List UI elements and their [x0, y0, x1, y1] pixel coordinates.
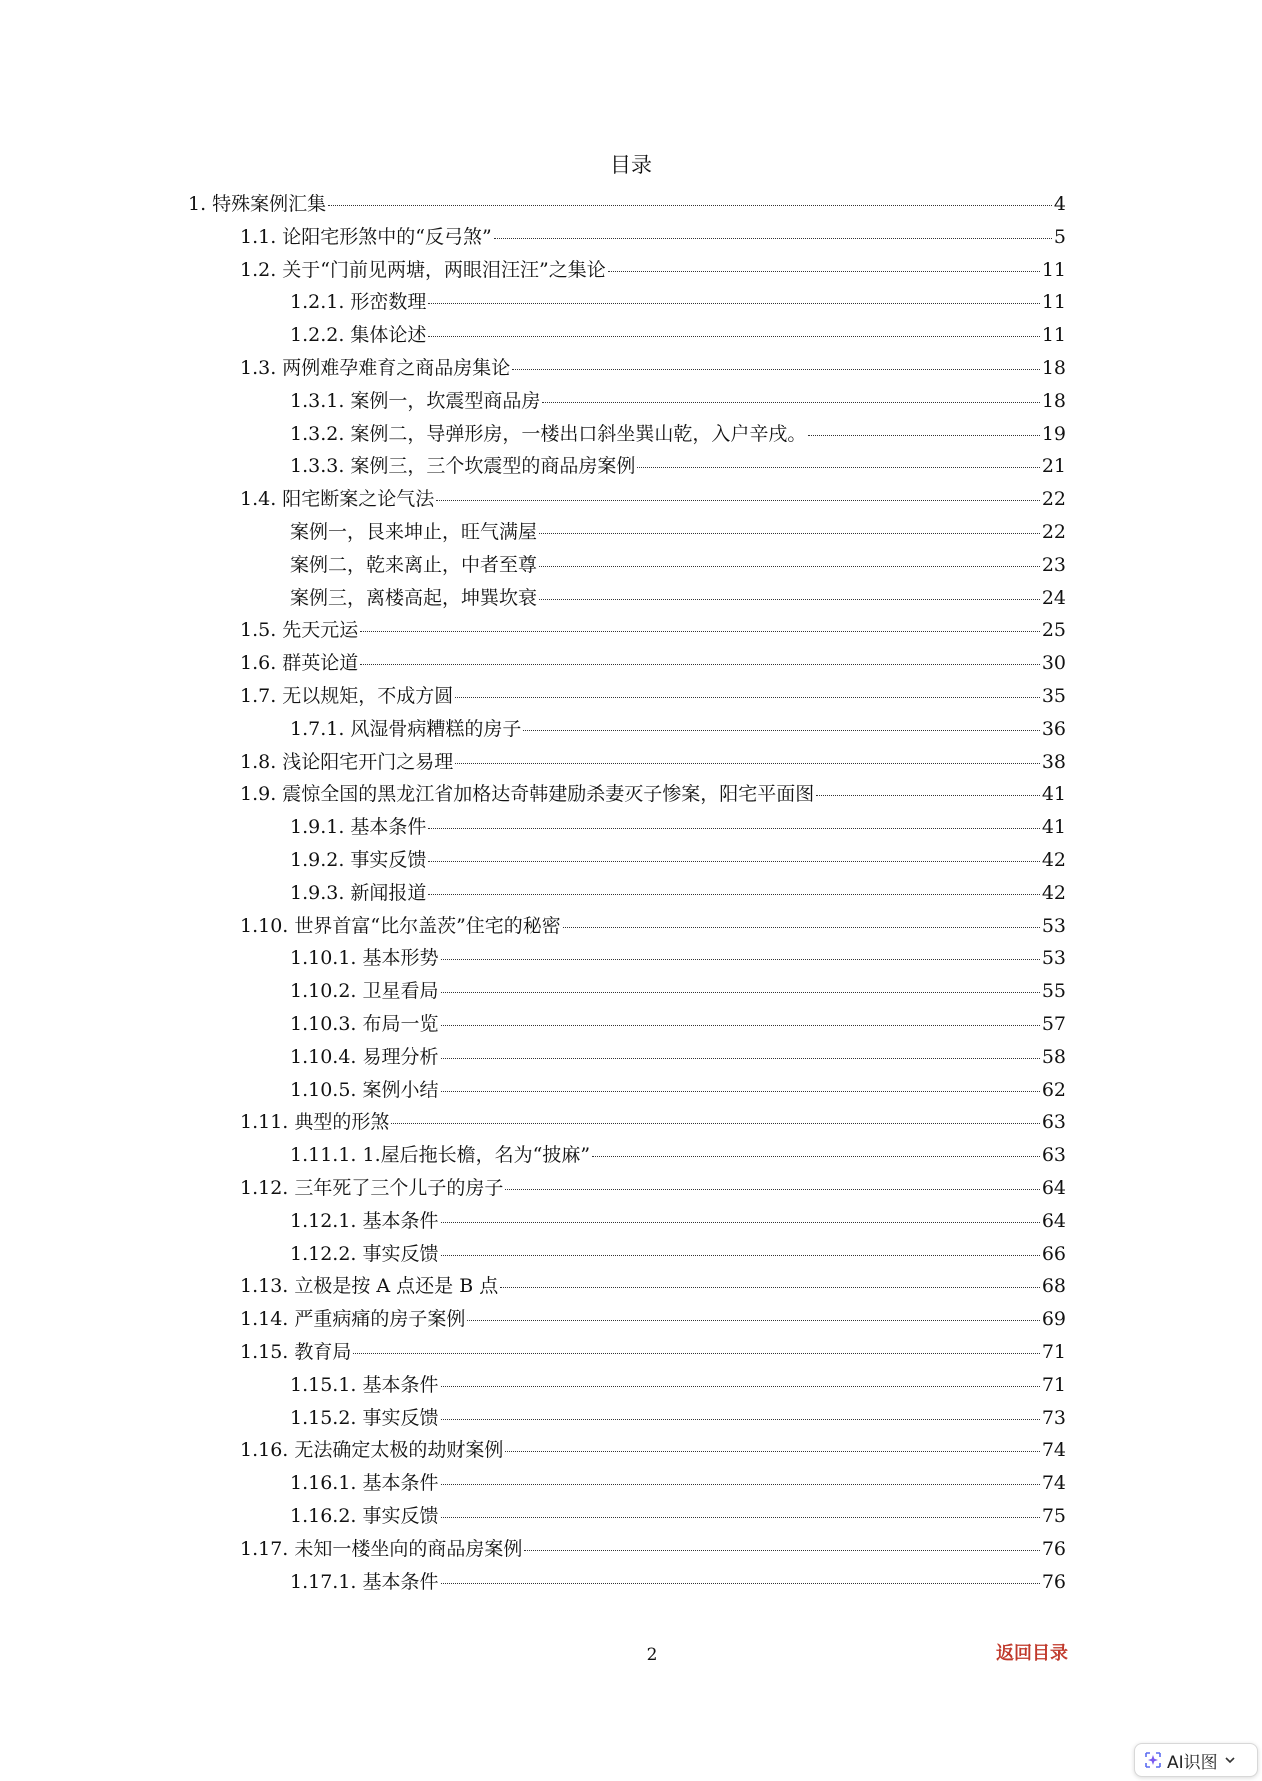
toc-dot-leader: [524, 1550, 1039, 1551]
toc-entry-page: 24: [1041, 586, 1066, 609]
toc-entry-page: 64: [1041, 1177, 1066, 1199]
toc-entry-page: 25: [1041, 619, 1066, 642]
toc-entry-label: 1.2. 关于“门前见两塘，两眼泪汪汪”之集论: [240, 258, 606, 281]
toc-entry[interactable]: [290, 1566, 1066, 1599]
toc-dot-leader: [328, 205, 1052, 206]
toc-entry-label: 1.5. 先天元运: [240, 619, 359, 642]
toc-entry-label: 案例三，离楼高起，坤巽坎衰: [290, 586, 538, 609]
toc-entry-page: 11: [1041, 324, 1066, 347]
toc-dot-leader: [512, 369, 1040, 370]
page-title: 目录: [610, 153, 652, 177]
toc-entry-page: 64: [1041, 1209, 1066, 1232]
toc-dot-leader: [455, 763, 1040, 764]
toc-entry-page: 75: [1041, 1505, 1066, 1527]
toc-entry-label: 1.10.3. 布局一览: [290, 1013, 439, 1035]
toc-entry[interactable]: [290, 844, 1066, 877]
toc-dot-leader: [441, 1025, 1040, 1026]
toc-dot-leader: [637, 467, 1039, 468]
toc-entry[interactable]: [290, 1074, 1066, 1107]
toc-dot-leader: [523, 730, 1039, 731]
toc-entry-label: 案例二，乾来离止，中者至尊: [290, 553, 538, 576]
toc-entry-page: 21: [1041, 455, 1066, 478]
toc-entry-label: 案例一，艮来坤止，旺气满屋: [290, 521, 538, 543]
toc-entry[interactable]: [240, 614, 1066, 647]
toc-entry-label: 1.10.4. 易理分析: [290, 1045, 439, 1068]
toc-entry[interactable]: [290, 1205, 1066, 1238]
toc-entry-page: 57: [1041, 1013, 1066, 1035]
toc-entry-page: 53: [1041, 914, 1066, 937]
toc-entry-label: 1.12. 三年死了三个儿子的房子: [240, 1177, 504, 1199]
toc-entry-label: 1.16.2. 事实反馈: [290, 1505, 439, 1527]
toc-entry-page: 22: [1041, 521, 1066, 543]
toc-entry-page: 19: [1041, 422, 1066, 445]
toc-entry-page: 35: [1041, 685, 1066, 707]
toc-entry[interactable]: [240, 778, 1066, 811]
toc-entry[interactable]: [240, 352, 1066, 385]
toc-entry-page: 41: [1041, 783, 1066, 806]
toc-entry[interactable]: [290, 1369, 1066, 1402]
toc-dot-leader: [441, 1517, 1040, 1518]
toc-dot-leader: [428, 336, 1039, 337]
toc-entry-label: 1.4. 阳宅断案之论气法: [240, 488, 435, 511]
toc-dot-leader: [455, 697, 1040, 698]
toc-dot-leader: [428, 861, 1039, 862]
toc-entry-page: 53: [1041, 947, 1066, 970]
toc-entry[interactable]: [290, 1008, 1066, 1041]
toc-dot-leader: [608, 271, 1040, 272]
toc-entry-page: 4: [1053, 193, 1066, 215]
toc-entry-label: 1. 特殊案例汇集: [188, 193, 327, 215]
toc-entry[interactable]: [290, 1467, 1066, 1500]
toc-entry-label: 1.17.1. 基本条件: [290, 1570, 439, 1593]
toc-entry-label: 1.12.1. 基本条件: [290, 1209, 439, 1232]
toc-entry[interactable]: [240, 483, 1066, 516]
toc-entry[interactable]: [290, 319, 1066, 352]
toc-dot-leader: [542, 402, 1039, 403]
toc-entry-label: 1.14. 严重病痛的房子案例: [240, 1308, 466, 1331]
toc-entry-label: 1.15.1. 基本条件: [290, 1373, 439, 1396]
toc-entry-label: 1.9.1. 基本条件: [290, 816, 427, 839]
toc-entry-label: 1.12.2. 事实反馈: [290, 1242, 439, 1265]
toc-dot-leader: [441, 1058, 1040, 1059]
toc-entry-page: 38: [1041, 750, 1066, 773]
toc-entry[interactable]: [290, 1041, 1066, 1074]
chevron-down-icon[interactable]: [1224, 1754, 1236, 1766]
toc-entry[interactable]: [240, 1270, 1066, 1303]
toc-dot-leader: [441, 1222, 1040, 1223]
toc-entry-label: 1.3.2. 案例二，导弹形房，一楼出口斜坐巽山乾，入户辛戌。: [290, 422, 807, 445]
back-to-toc-link[interactable]: 返回目录: [996, 1643, 1068, 1664]
toc-entry[interactable]: [240, 647, 1066, 680]
toc-entry-page: 69: [1041, 1308, 1066, 1331]
toc-dot-leader: [563, 927, 1040, 928]
toc-dot-leader: [441, 1583, 1040, 1584]
toc-entry-page: 42: [1041, 849, 1066, 871]
toc-dot-leader: [441, 1255, 1040, 1256]
toc-entry-label: 1.16.1. 基本条件: [290, 1472, 439, 1495]
toc-entry[interactable]: [290, 582, 1066, 615]
toc-entry[interactable]: [290, 516, 1066, 549]
toc-dot-leader: [467, 1320, 1039, 1321]
toc-entry-page: 71: [1041, 1341, 1066, 1363]
toc-entry[interactable]: [290, 549, 1066, 582]
toc-entry-page: 76: [1041, 1537, 1066, 1560]
toc-entry-page: 23: [1041, 553, 1066, 576]
toc-entry-label: 1.15.2. 事实反馈: [290, 1406, 439, 1429]
ai-button-label: AI识图: [1167, 1752, 1218, 1773]
toc-entry-page: 62: [1041, 1078, 1066, 1101]
toc-dot-leader: [353, 1353, 1039, 1354]
toc-entry-label: 1.1. 论阳宅形煞中的“反弓煞”: [240, 225, 492, 248]
toc-entry-page: 30: [1041, 652, 1066, 675]
toc-dot-leader: [505, 1451, 1039, 1452]
toc-entry-label: 1.13. 立极是按 A 点还是 B 点: [240, 1275, 499, 1298]
toc-entry[interactable]: [290, 811, 1066, 844]
toc-entry-label: 1.10.1. 基本形势: [290, 947, 439, 970]
toc-entry-label: 1.15. 教育局: [240, 1341, 352, 1363]
toc-entry-label: 1.3.1. 案例一，坎震型商品房: [290, 389, 541, 412]
toc-entry-label: 1.10. 世界首富“比尔盖茨”住宅的秘密: [240, 914, 561, 937]
toc-dot-leader: [428, 894, 1039, 895]
toc-dot-leader: [539, 599, 1040, 600]
toc-dot-leader: [441, 1419, 1040, 1420]
toc-entry-page: 63: [1041, 1111, 1066, 1134]
toc-dot-leader: [441, 992, 1040, 993]
toc-dot-leader: [441, 1091, 1040, 1092]
toc-entry[interactable]: [290, 1500, 1066, 1533]
toc-entry-label: 1.9.2. 事实反馈: [290, 849, 427, 871]
toc-entry[interactable]: [290, 418, 1066, 451]
toc-entry[interactable]: [290, 975, 1066, 1008]
toc-entry-page: 73: [1041, 1406, 1066, 1429]
toc-entry[interactable]: [290, 942, 1066, 975]
toc-entry-page: 42: [1041, 881, 1066, 904]
toc-entry[interactable]: [290, 286, 1066, 319]
toc-entry-label: 1.6. 群英论道: [240, 652, 359, 675]
toc-entry-page: 63: [1041, 1144, 1066, 1167]
toc-entry-label: 1.9.3. 新闻报道: [290, 881, 427, 904]
toc-entry-label: 1.9. 震惊全国的黑龙江省加格达奇韩建励杀妻灭子惨案，阳宅平面图: [240, 783, 815, 806]
toc-entry-page: 18: [1041, 357, 1066, 379]
toc-entry-label: 1.3. 两例难孕难育之商品房集论: [240, 357, 511, 379]
toc-entry[interactable]: [290, 385, 1066, 418]
toc-dot-leader: [360, 664, 1040, 665]
toc-entry-label: 1.2.2. 集体论述: [290, 324, 427, 347]
toc-dot-leader: [441, 1484, 1040, 1485]
toc-entry[interactable]: [290, 1402, 1066, 1435]
toc-entry[interactable]: [240, 1106, 1066, 1139]
toc-entry-page: 11: [1041, 258, 1066, 281]
toc-entry-page: 11: [1041, 291, 1066, 314]
toc-dot-leader: [500, 1287, 1040, 1288]
toc-entry-page: 41: [1041, 816, 1066, 839]
toc-dot-leader: [539, 533, 1040, 534]
toc-dot-leader: [592, 1156, 1040, 1157]
toc-entry-page: 58: [1041, 1045, 1066, 1068]
toc-entry[interactable]: [240, 910, 1066, 943]
toc-entry-label: 1.8. 浅论阳宅开门之易理: [240, 750, 454, 773]
toc-entry-page: 76: [1041, 1570, 1066, 1593]
toc-entry-label: 1.7.1. 风湿骨病糟糕的房子: [290, 717, 522, 740]
toc-entry-page: 71: [1041, 1373, 1066, 1396]
toc-entry[interactable]: [240, 1172, 1066, 1205]
toc-entry-label: 1.10.5. 案例小结: [290, 1078, 439, 1101]
toc-entry[interactable]: [240, 680, 1066, 713]
toc-dot-leader: [505, 1189, 1039, 1190]
toc-entry-page: 5: [1053, 225, 1066, 248]
ai-recognize-button[interactable]: [1134, 1743, 1258, 1777]
toc-entry[interactable]: [290, 450, 1066, 483]
toc-entry-label: 1.16. 无法确定太极的劫财案例: [240, 1439, 504, 1462]
toc-entry-label: 1.17. 未知一楼坐向的商品房案例: [240, 1537, 523, 1560]
toc-entry-page: 18: [1041, 389, 1066, 412]
toc-entry-label: 1.10.2. 卫星看局: [290, 980, 439, 1003]
toc-entry[interactable]: [240, 1303, 1066, 1336]
toc-entry-page: 22: [1041, 488, 1066, 511]
toc-dot-leader: [441, 1386, 1040, 1387]
toc-dot-leader: [436, 500, 1040, 501]
toc-entry-page: 74: [1041, 1472, 1066, 1495]
toc-dot-leader: [441, 959, 1040, 960]
toc-entry-page: 36: [1041, 717, 1066, 740]
toc-dot-leader: [494, 238, 1052, 239]
toc-dot-leader: [816, 795, 1040, 796]
page-number: 2: [646, 1645, 658, 1665]
toc-dot-leader: [391, 1123, 1039, 1124]
toc-dot-leader: [539, 566, 1040, 567]
toc-entry[interactable]: [240, 1336, 1066, 1369]
toc-entry-page: 55: [1041, 980, 1066, 1003]
toc-entry-page: 66: [1041, 1242, 1066, 1265]
toc-dot-leader: [360, 631, 1040, 632]
sparkle-icon: [1143, 1750, 1163, 1770]
toc-entry-page: 68: [1041, 1275, 1066, 1298]
toc-entry-page: 74: [1041, 1439, 1066, 1462]
toc-entry-label: 1.3.3. 案例三，三个坎震型的商品房案例: [290, 455, 636, 478]
toc-entry[interactable]: [290, 1139, 1066, 1172]
toc-dot-leader: [428, 828, 1039, 829]
toc-entry[interactable]: [290, 713, 1066, 746]
toc-entry[interactable]: [240, 746, 1066, 779]
toc-entry[interactable]: [290, 877, 1066, 910]
toc-entry-label: 1.11.1. 1.屋后拖长檐，名为“披麻”: [290, 1144, 591, 1167]
toc-entry[interactable]: [188, 188, 1066, 221]
toc-entry-label: 1.7. 无以规矩，不成方圆: [240, 685, 454, 707]
toc-dot-leader: [808, 435, 1039, 436]
toc-entry[interactable]: [240, 1434, 1066, 1467]
toc-entry-label: 1.2.1. 形峦数理: [290, 291, 427, 314]
toc-entry[interactable]: [240, 221, 1066, 254]
toc-entry[interactable]: [290, 1238, 1066, 1271]
toc-dot-leader: [428, 303, 1039, 304]
toc-entry[interactable]: [240, 254, 1066, 287]
toc-entry[interactable]: [240, 1533, 1066, 1566]
toc-entry-label: 1.11. 典型的形煞: [240, 1111, 390, 1134]
